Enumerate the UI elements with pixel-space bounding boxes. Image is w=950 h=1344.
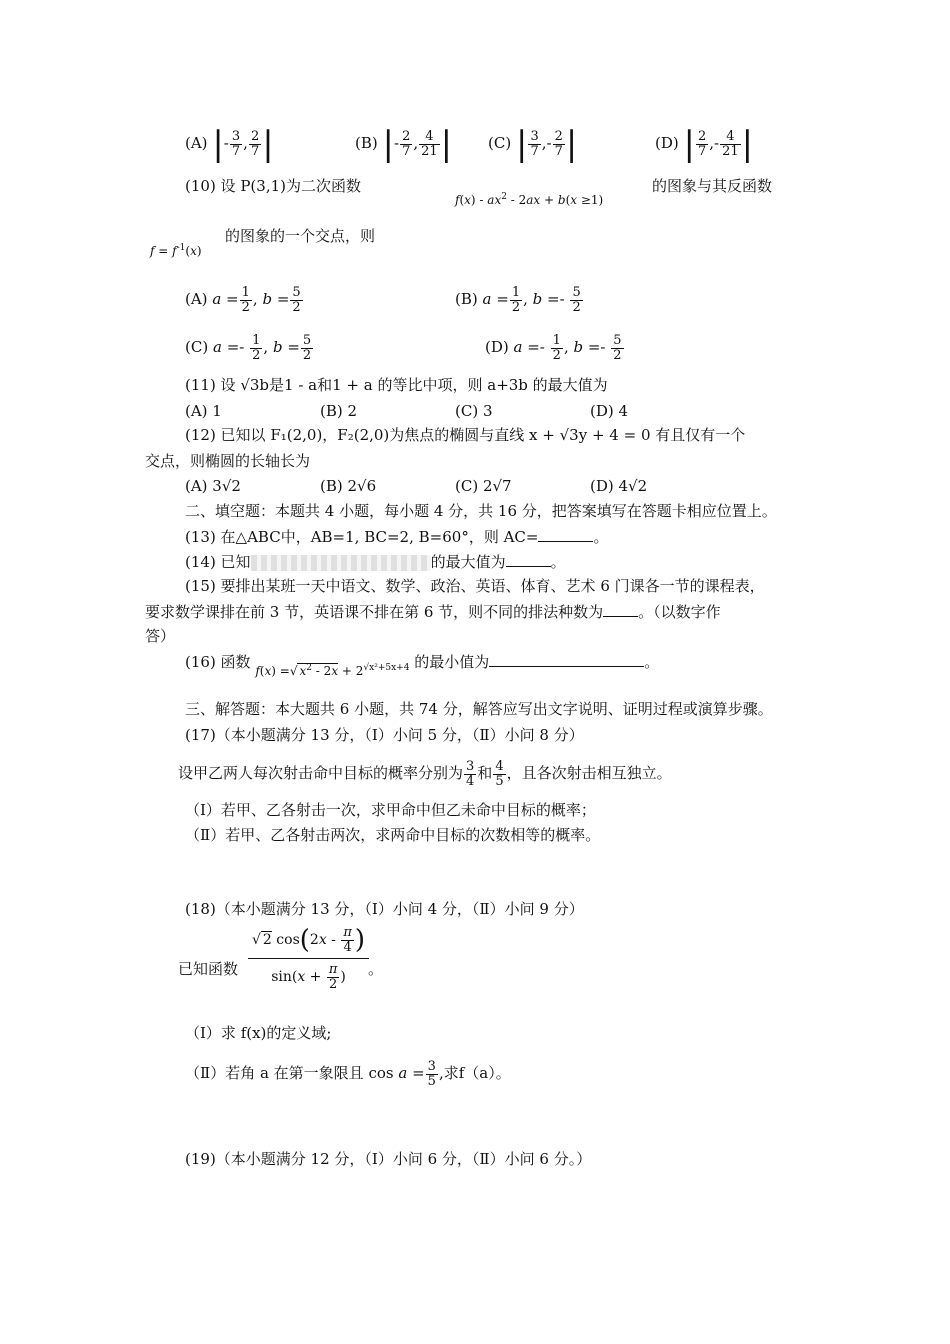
q16: (16) 函数 f(x) =√ $x^2 - 2x + 2^{√x^2+5x+4}$ 的最小值为 。 bbox=[185, 653, 660, 678]
q9-option-b: (B) |- $\frac{2}{7}$ , $\frac{4}{21}$ | bbox=[355, 124, 453, 164]
q9-option-a: (A) |- $\frac{3}{7}$ , $\frac{2}{7}$ | bbox=[185, 124, 274, 164]
q18-text: 已知函数 bbox=[178, 960, 239, 978]
q12-option-b: (B) 2√6 bbox=[320, 477, 377, 495]
q15-line2: 要求数学课排在前 3 节，英语课不排在第 6 节，则不同的排法种数为 。（以数字作 bbox=[145, 603, 721, 621]
q18-formula: √ 2 cos(2x - $\frac{\pi}{4}$ ) sin(x + $\frac{\pi}{2}$ ) bbox=[248, 926, 369, 992]
q18-part2: （Ⅱ）若角 a 在第一象限且 cos a = $\frac{3}{5}$ ,求f（a）。 bbox=[185, 1059, 511, 1089]
q18-period: 。 bbox=[368, 960, 384, 978]
q13: (13) 在△ABC中，AB=1, BC=2, B=60°，则 AC= 。 bbox=[185, 528, 609, 546]
q10-formula: $f(x) - ax^2 - 2ax + b(x \ge 1)$ bbox=[455, 192, 604, 207]
q10-option-d: (D) a =- $\frac{1}{2}$ , b =- $\frac{5}{2}$ bbox=[485, 333, 622, 363]
q14: (14) 已知 的最大值为 。 bbox=[185, 553, 566, 571]
q12-line1: (12) 已知以 F₁(2,0)，F₂(2,0)为焦点的椭圆与直线 x + √3y + 4 = 0 有且仅有一个 bbox=[185, 426, 746, 444]
section3-heading: 三、解答题：本大题共 6 小题，共 74 分，解答应写出文字说明、证明过程或演算步骤。 bbox=[185, 700, 773, 718]
q10-intro: (10) 设 P(3,1)为二次函数 bbox=[185, 177, 361, 195]
q12-option-c: (C) 2√7 bbox=[455, 477, 512, 495]
q12-option-a: (A) 3√2 bbox=[185, 477, 241, 495]
q11-option-a: (A) 1 bbox=[185, 402, 222, 420]
q9-option-c: (C) | $\frac{3}{7}$ ,- $\frac{2}{7}$ | bbox=[488, 124, 578, 164]
q11-option-b: (B) 2 bbox=[320, 402, 358, 420]
section2-heading: 二、填空题：本题共 4 小题，每小题 4 分，共 16 分，把答案填写在答题卡相应位置上。 bbox=[185, 502, 777, 520]
q12-line2: 交点，则椭圆的长轴长为 bbox=[145, 452, 311, 470]
q15-line1: (15) 要排出某班一天中语文、数学、政治、英语、体育、艺术 6 门课各一节的课程表， bbox=[185, 577, 765, 595]
q17-text: 设甲乙两人每次射击命中目标的概率分别为 $\frac{3}{4}$ 和 $\frac{4}{5}$ ，且各次射击相互独立。 bbox=[178, 759, 672, 789]
q10-option-a: (A) a = $\frac{1}{2}$ , b = $\frac{5}{2}$ bbox=[185, 285, 301, 315]
q17-title: (17)（本小题满分 13 分，（Ⅰ）小问 5 分，（Ⅱ）小问 8 分） bbox=[185, 726, 584, 744]
q11-option-c: (C) 3 bbox=[455, 402, 493, 420]
q9-option-d: (D) | $\frac{2}{7}$ ,- $\frac{4}{21}$ | bbox=[655, 124, 754, 164]
q18-part1: （Ⅰ）求 f(x)的定义域; bbox=[185, 1024, 332, 1042]
q18-title: (18)（本小题满分 13 分，（Ⅰ）小问 4 分，（Ⅱ）小问 9 分） bbox=[185, 900, 584, 918]
q10-inverse: $f = f^{-1}(x)$ bbox=[150, 243, 202, 258]
q10-tail: 的图象与其反函数 bbox=[652, 177, 773, 195]
q11-option-d: (D) 4 bbox=[590, 402, 629, 420]
q10-option-c: (C) a =- $\frac{1}{2}$ , b = $\frac{5}{2}$ bbox=[185, 333, 312, 363]
q14-blurred-formula bbox=[251, 555, 431, 571]
q15-line3: 答） bbox=[145, 627, 176, 645]
q17-part2: （Ⅱ）若甲、乙各射击两次，求两命中目标的次数相等的概率。 bbox=[185, 826, 601, 844]
q12-option-d: (D) 4√2 bbox=[590, 477, 648, 495]
q19-title: (19)（本小题满分 12 分，（Ⅰ）小问 6 分，（Ⅱ）小问 6 分。） bbox=[185, 1150, 592, 1168]
q10-line2: 的图象的一个交点，则 bbox=[225, 227, 376, 245]
q10-option-b: (B) a = $\frac{1}{2}$ , b =- $\frac{5}{2}$ bbox=[455, 285, 581, 315]
q17-part1: （Ⅰ）若甲、乙各射击一次，求甲命中但乙未命中目标的概率； bbox=[185, 801, 596, 819]
q11-text: (11) 设 √3b是1 - a和1 + a 的等比中项，则 a+3b 的最大值为 bbox=[185, 376, 608, 394]
